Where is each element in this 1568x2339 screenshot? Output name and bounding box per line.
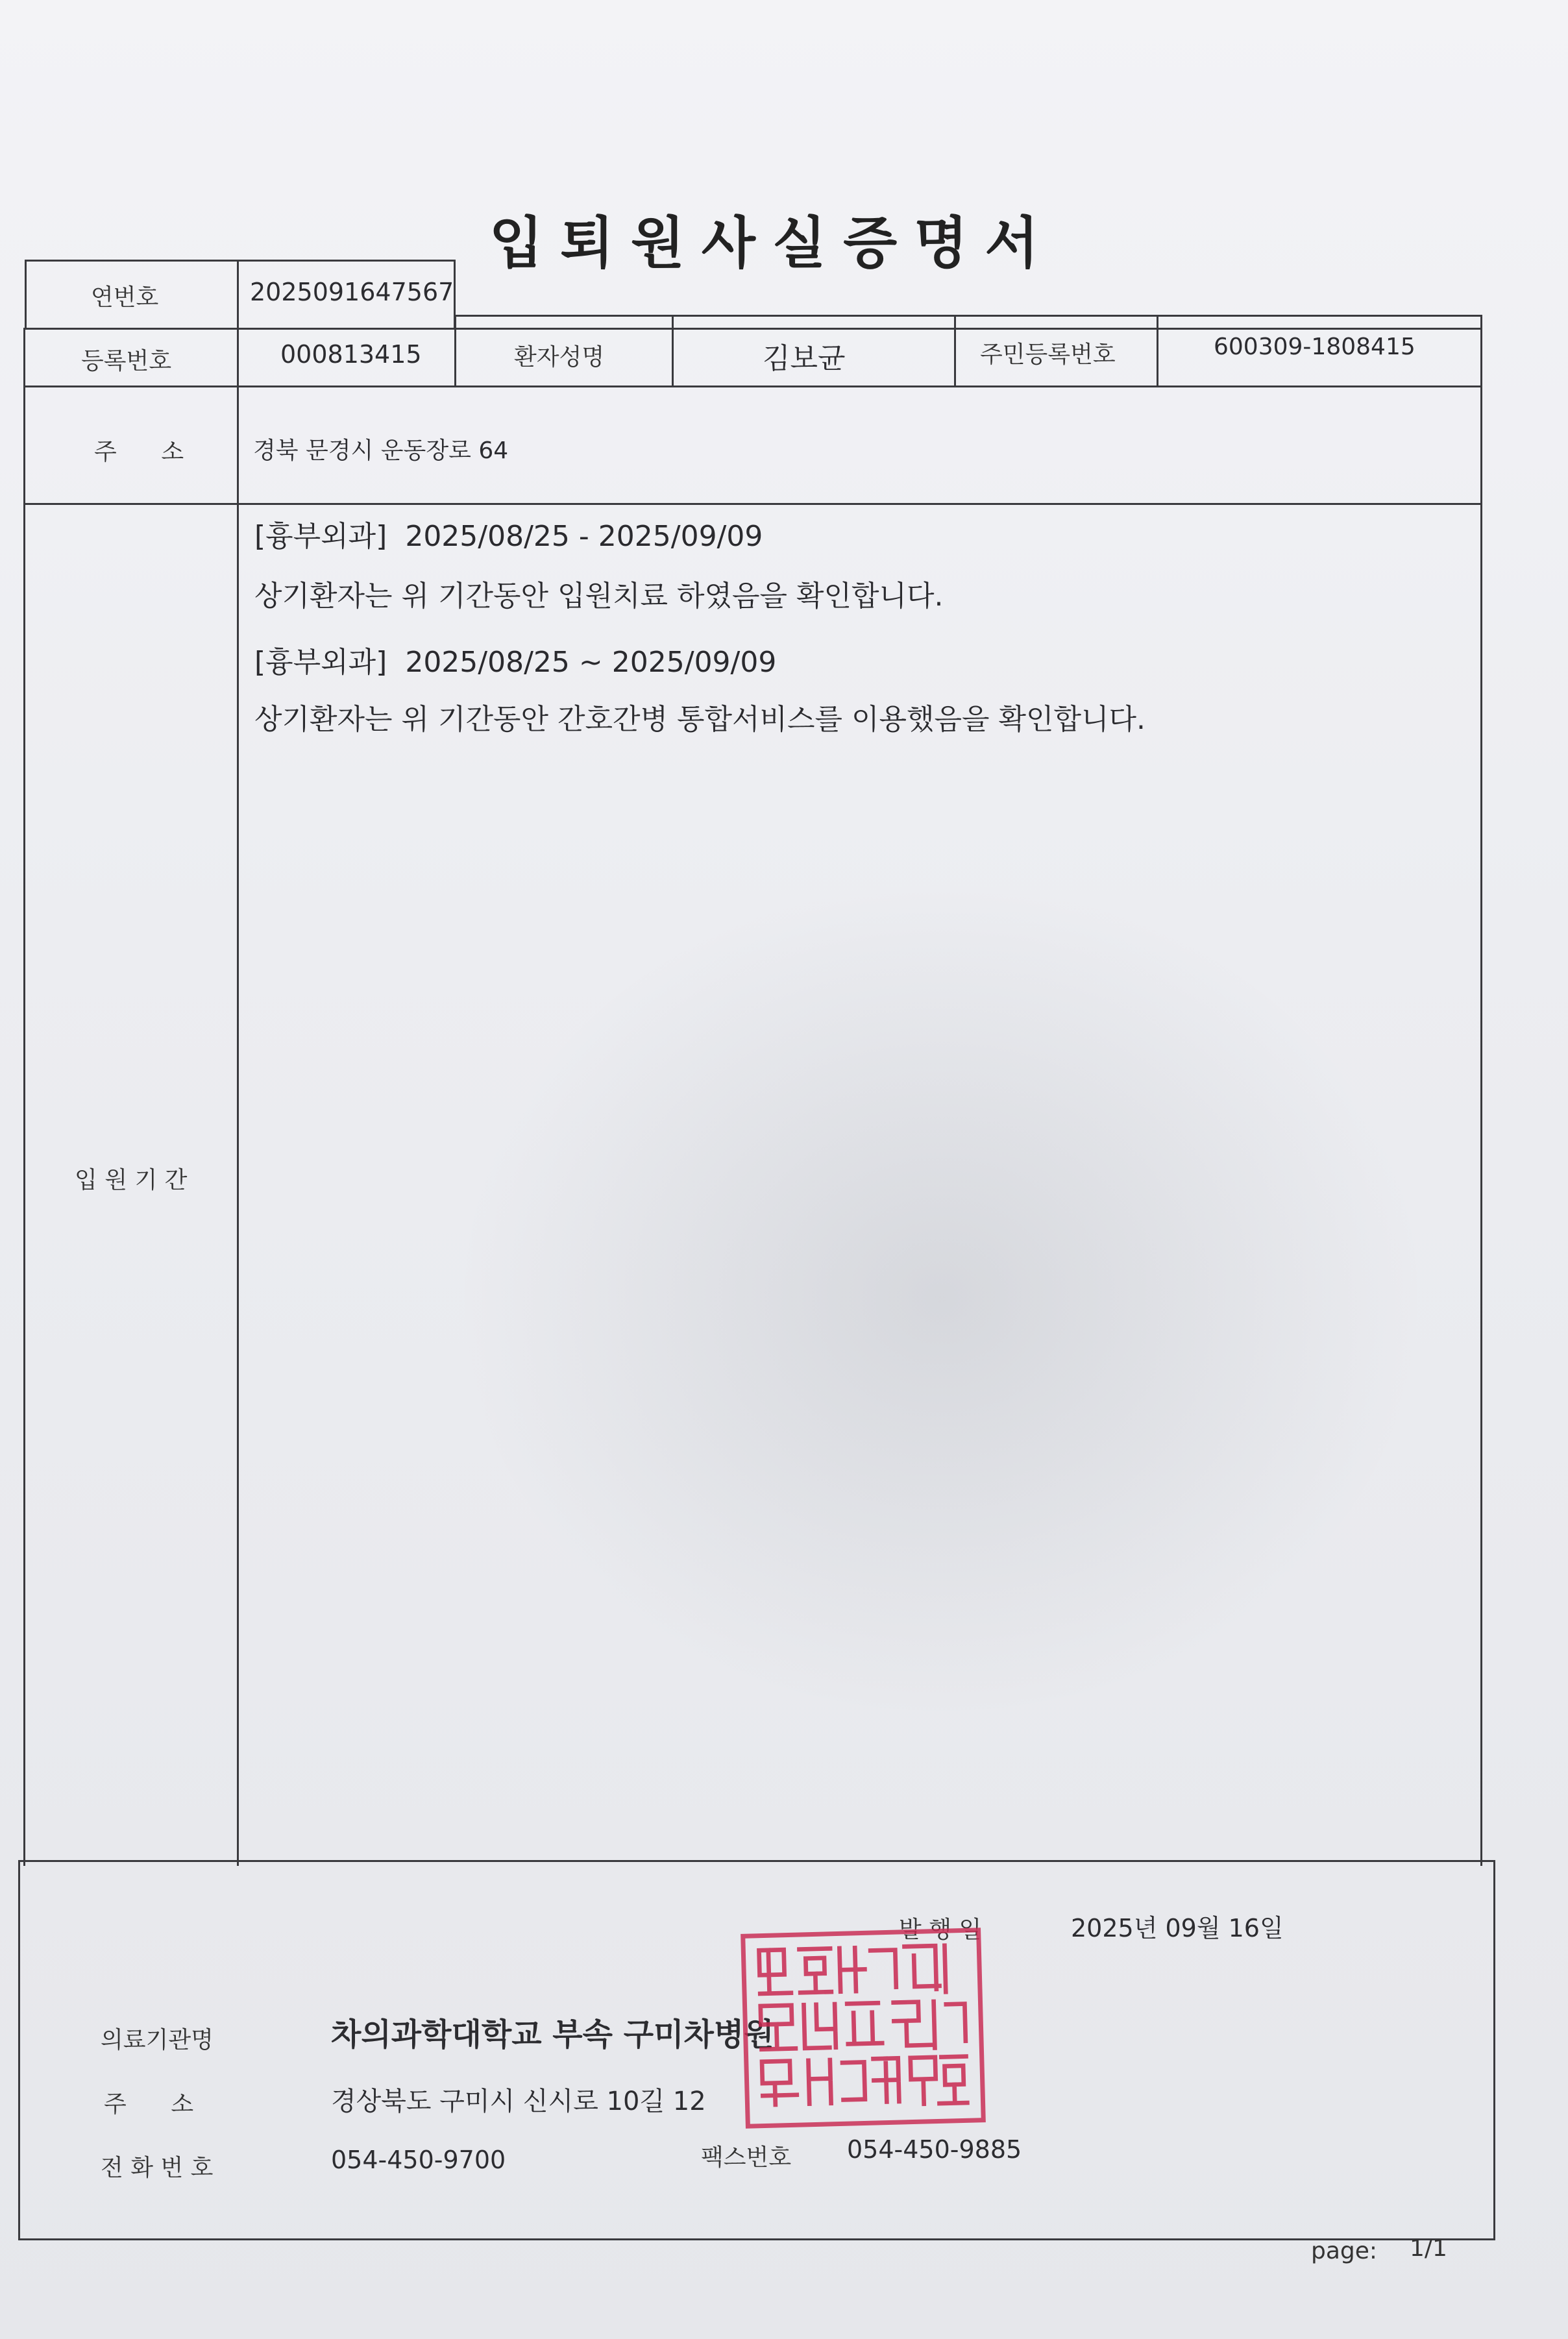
serial-label: 연번호 xyxy=(91,284,159,311)
inst-value: 차의과학대학교 부속 구미차병원 xyxy=(331,2016,774,2053)
phone-value: 054-450-9700 xyxy=(331,2146,506,2174)
reg-value: 000813415 xyxy=(280,340,422,369)
period-line-3: [흉부외과] 2025/08/25 ~ 2025/09/09 xyxy=(254,646,777,679)
address-value: 경북 문경시 운동장로 64 xyxy=(253,437,509,464)
issue-label: 발 행 일 xyxy=(899,1917,982,1943)
patient-label: 환자성명 xyxy=(514,344,605,371)
inst-label: 의료기관명 xyxy=(101,2027,214,2053)
address-label: 주 소 xyxy=(94,439,184,465)
period-label: 입 원 기 간 xyxy=(75,1167,188,1194)
period-line-2: 상기환자는 위 기간동안 입원치료 하였음을 확인합니다. xyxy=(254,580,944,613)
main-table xyxy=(23,328,1482,1866)
page-value: 1/1 xyxy=(1410,2235,1447,2262)
issue-value: 2025년 09월 16일 xyxy=(1071,1914,1284,1942)
resident-value: 600309-1808415 xyxy=(1214,334,1415,360)
reg-label: 등록번호 xyxy=(81,348,172,374)
inst-address-value: 경상북도 구미시 신시로 10길 12 xyxy=(331,2087,706,2116)
serial-value: 2025091647567 xyxy=(250,278,454,306)
inst-address-label: 주 소 xyxy=(104,2091,194,2118)
period-line-1: [흉부외과] 2025/08/25 - 2025/09/09 xyxy=(254,520,763,553)
seal-glyphs xyxy=(745,1932,981,2124)
fax-value: 054-450-9885 xyxy=(847,2135,1022,2164)
patient-value: 김보균 xyxy=(763,342,846,375)
period-line-4: 상기환자는 위 기간동안 간호간병 통합서비스를 이용했음을 확인합니다. xyxy=(254,703,1146,736)
resident-label: 주민등록번호 xyxy=(980,341,1116,368)
document-title: 입퇴원사실증명서 xyxy=(489,211,1056,276)
fax-label: 팩스번호 xyxy=(701,2144,792,2171)
phone-label: 전 화 번 호 xyxy=(101,2155,214,2181)
page-label: page: xyxy=(1311,2238,1378,2264)
hospital-seal xyxy=(741,1928,986,2129)
